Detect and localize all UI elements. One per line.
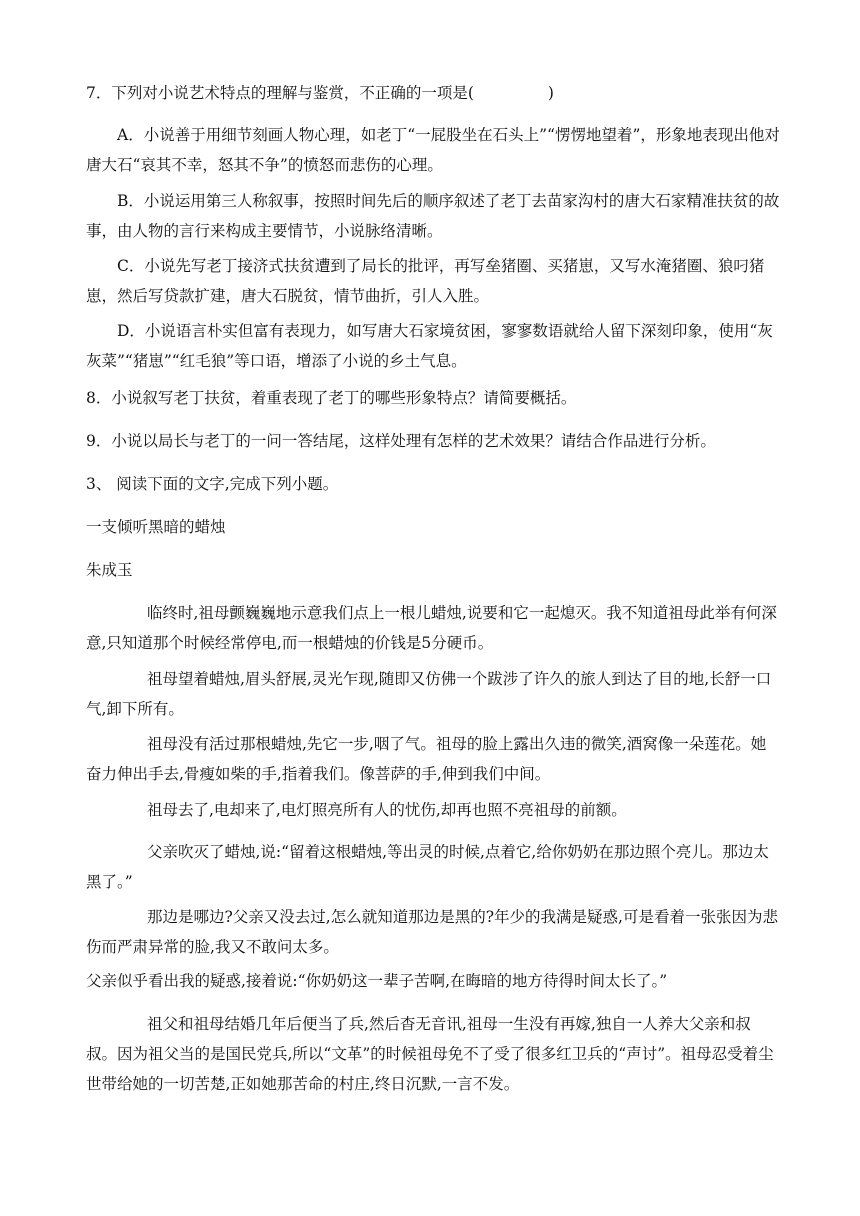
question-7-stem-close: ) — [547, 84, 554, 102]
article-paragraph-6: 那边是哪边?父亲又没去过,怎么就知道那边是黑的?年少的我满是疑惑,可是看着一张张因为悲伤而严肃异常的脸,我又不敢问太多。 — [86, 908, 778, 956]
article-paragraph-8: 祖父和祖母结婚几年后便当了兵,然后杳无音讯,祖母一生没有再嫁,独自一人养大父亲和叔叔。因为祖父当的是国民党兵,所以“文革”的时候祖母免不了受了很多红卫兵的“声讨”。祖母忍受着尘世带给她的一切苦楚,正如她那苦命的村庄,终日沉默,一言不发。 — [86, 1015, 774, 1093]
article-paragraph-2: 祖母望着蜡烛,眉头舒展,灵光乍现,随即又仿佛一个跋涉了许久的旅人到达了目的地,长舒一口气,卸下所有。 — [86, 670, 772, 718]
article-paragraph-1: 临终时,祖母颤巍巍地示意我们点上一根儿蜡烛,说要和它一起熄灭。我不知道祖母此举有何深意,只知道那个时候经常停电,而一根蜡烛的价钱是5分硬币。 — [86, 604, 777, 652]
article-title: 一支倾听黑暗的蜡烛 — [86, 518, 226, 536]
article-author: 朱成玉 — [86, 561, 133, 579]
article-paragraph-4: 祖母去了,电却来了,电灯照亮所有人的忧伤,却再也照不亮祖母的前额。 — [147, 801, 627, 819]
section-3-heading: 3、 阅读下面的文字,完成下列小题。 — [86, 475, 339, 493]
question-7-option-a: A．小说善于用细节刻画人物心理，如老丁“一屁股坐在石头上”“愣愣地望着”，形象地表现出他对唐大石“哀其不幸，怒其不争”的愤怒而悲伤的心理。 — [86, 126, 780, 174]
question-7-option-d: D．小说语言朴实但富有表现力，如写唐大石家境贫困，寥寥数语就给人留下深刻印象，使用“灰灰菜”“猪崽”“红毛狼”等口语，增添了小说的乡土气息。 — [86, 322, 773, 370]
question-7-option-c: C．小说先写老丁接济式扶贫遭到了局长的批评，再写垒猪圈、买猪崽，又写水淹猪圈、狼叼猪崽，然后写贷款扩建，唐大石脱贫，情节曲折，引人入胜。 — [86, 257, 765, 305]
question-8: 8．小说叙写老丁扶贫，着重表现了老丁的哪些形象特点？请简要概括。 — [86, 389, 577, 407]
article-paragraph-5: 父亲吹灭了蜡烛,说:“留着这根蜡烛,等出灵的时候,点着它,给你奶奶在那边照个亮儿。那边太黑了。” — [86, 843, 769, 891]
question-9: 9．小说以局长与老丁的一问一答结尾，这样处理有怎样的艺术效果？请结合作品进行分析。 — [86, 432, 716, 450]
article-paragraph-3: 祖母没有活过那根蜡烛,先它一步,咽了气。祖母的脸上露出久违的微笑,酒窝像一朵莲花。她奋力伸出手去,骨瘦如柴的手,指着我们。像菩萨的手,伸到我们中间。 — [86, 735, 767, 783]
question-7-stem-text: 7．下列对小说艺术特点的理解与鉴赏，不正确的一项是( — [86, 84, 474, 102]
article-paragraph-7: 父亲似乎看出我的疑惑,接着说:“你奶奶这一辈子苦啊,在晦暗的地方待得时间太长了。” — [86, 972, 668, 990]
question-7-stem — [86, 78, 780, 108]
question-7-option-b: B．小说运用第三人称叙事，按照时间先后的顺序叙述了老丁去苗家沟村的唐大石家精准扶贫的故事，由人物的言行来构成主要情节，小说脉络清晰。 — [86, 192, 780, 240]
